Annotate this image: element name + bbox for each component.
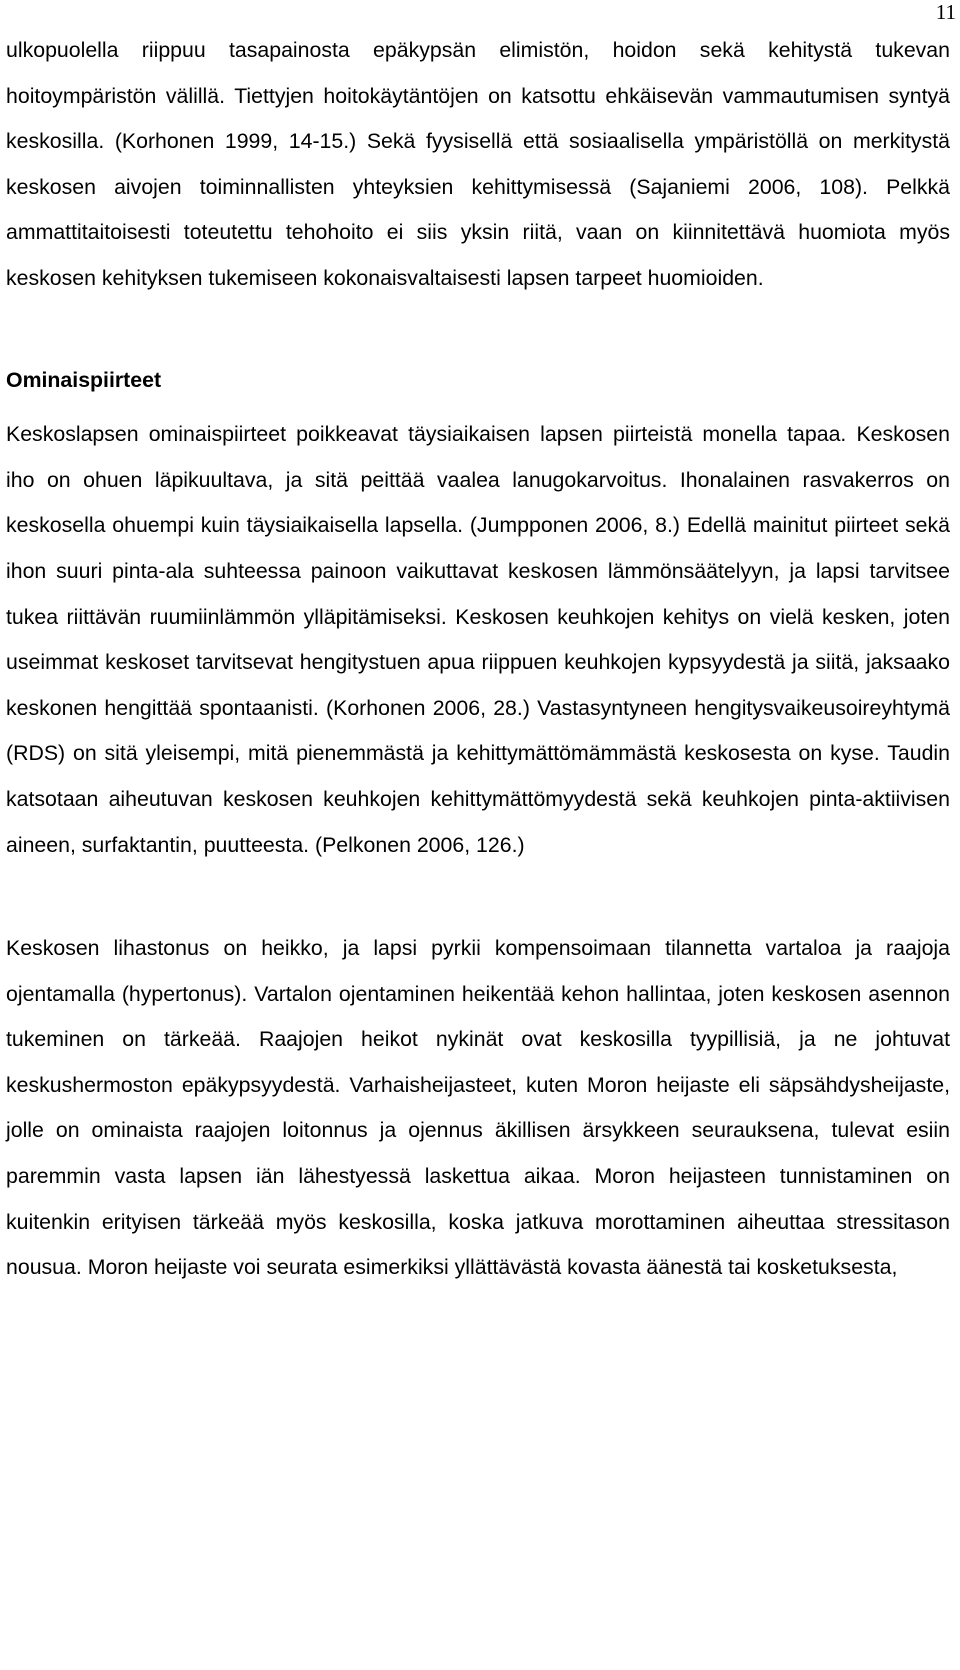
paragraph-continuation: ulkopuolella riippuu tasapainosta epäkypsän elimistön, hoidon sekä kehitystä tukevan hoitoympäristön välillä. Tiettyjen hoitokäytäntöjen on katsottu ehkäisevän vammautumisen syntyä keskosilla. (Korhonen 1999, 14-15.) Sekä fyysisellä että sosiaalisella ympäristöllä on merkitystä keskosen aivojen toiminnallisten yhteyksien kehittymisessä (Sajaniemi 2006, 108). Pelkkä ammattitaitoisesti toteutettu tehohoito ei siis yksin riitä, vaan on kiinnitettävä huomiota myös keskosen kehityksen tukemiseen kokonaisvaltaisesti lapsen tarpeet huomioiden. xyxy=(6,38,950,290)
paragraph-muscle-tone: Keskosen lihastonus on heikko, ja lapsi pyrkii kompensoimaan tilannetta vartaloa ja raajoja ojentamalla (hypertonus). Vartalon ojentaminen heikentää kehon hallintaa, joten keskosen asennon tukeminen on tärkeää. Raajojen heikot nykinät ovat keskosilla tyypillisiä, ja ne johtuvat keskushermoston epäkypsyydestä. Varhaisheijasteet, kuten Moron heijaste eli säpsähdysheijaste, jolle on ominaista raajojen loitonnus ja ojennus äkillisen ärsykkeen seurauksena, tulevat esiin paremmin vasta lapsen iän lähestyessä laskettua aikaa. Moron heijasteen tunnistaminen on kuitenkin erityisen tärkeää myös keskosilla, koska jatkuva morottaminen aiheuttaa stressitason nousua. Moron heijaste voi seurata esimerkiksi yllättävästä kovasta äänestä tai kosketuksesta, xyxy=(6,936,950,1280)
page-number: 11 xyxy=(935,0,956,24)
section-heading: Ominaispiirteet xyxy=(6,367,162,392)
document-body xyxy=(6,28,950,1291)
heading-spacer xyxy=(6,403,950,412)
paragraph-characteristics: Keskoslapsen ominaispiirteet poikkeavat täysiaikaisen lapsen piirteistä monella tapaa. Keskosen iho on ohuen läpikuultava, ja sitä peittää vaalea lanugokarvoitus. Ihonalainen rasvakerros on keskosella ohuempi kuin täysiaikaisella lapsella. (Jumpponen 2006, 8.) Edellä mainitut piirteet sekä ihon suuri pinta-ala suhteessa painoon vaikuttavat keskosen lämmönsäätelyyn, ja lapsi tarvitsee tukea riittävän ruumiinlämmön ylläpitämiseksi. Keskosen keuhkojen kehitys on vielä kesken, joten useimmat keskoset tarvitsevat hengitystuen apua riippuen keuhkojen kypsyydestä ja siitä, jaksaako keskonen hengittää spontaanisti. (Korhonen 2006, 28.) Vastasyntyneen hengitysvaikeusoireyhtymä (RDS) on sitä yleisempi, mitä pienemmästä ja kehittymättömämmästä keskosesta on kyse. Taudin katsotaan aiheutuvan keskosen keuhkojen kehittymättömyydestä sekä keuhkojen pinta-aktiivisen aineen, surfaktantin, puutteesta. (Pelkonen 2006, 126.) xyxy=(6,422,950,857)
paragraph-spacer xyxy=(6,868,950,926)
paragraph-spacer xyxy=(6,302,950,358)
